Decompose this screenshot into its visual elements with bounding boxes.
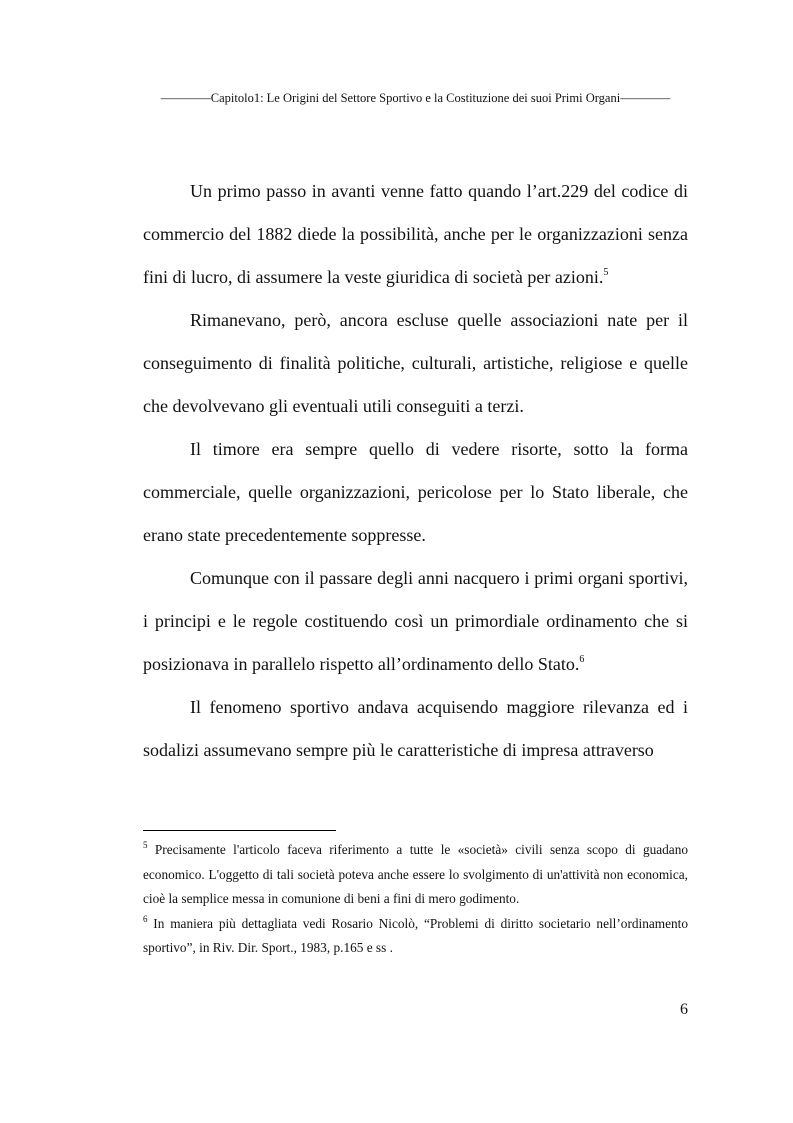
footnote [143,838,688,912]
footnote-separator [143,830,336,831]
footnote-number: 6 [143,913,148,924]
footnote-reference[interactable]: 5 [603,267,609,278]
running-header: ————Capitolo1: Le Origini del Settore Sportivo e la Costituzione dei suoi Primi Organi———— [160,91,671,105]
paragraph [143,170,688,299]
paragraph [143,557,688,686]
paragraph-text: Il timore era sempre quello di vedere risorte, sotto la forma commerciale, quelle organizzazioni, pericolose per lo Stato liberale, che erano state precedentemente soppresse. [143,439,688,545]
footnotes [143,838,688,961]
paragraph-text: Comunque con il passare degli anni nacquero i primi organi sportivi, i principi e le regole costituendo così un primordiale ordinamento che si posizionava in parallelo rispetto all’ordinamento dello Stato. [143,568,688,674]
paragraph [143,686,688,772]
paragraph [143,428,688,557]
footnote [143,912,688,961]
footnote-reference[interactable]: 6 [579,654,585,665]
page-number: 6 [680,1001,688,1018]
paragraph-text: Il fenomeno sportivo andava acquisendo maggiore rilevanza ed i sodalizi assumevano sempre più le caratteristiche di impresa attraverso [143,697,688,760]
footnote-number: 5 [143,840,148,850]
body-text [143,170,688,772]
paragraph-text: Un primo passo in avanti venne fatto quando l’art.229 del codice di commercio del 1882 diede la possibilità, anche per le organizzazioni senza fini di lucro, di assumere la veste giuridica di società per azioni. [143,181,688,287]
paragraph [143,299,688,428]
paragraph-text: Rimanevano, però, ancora escluse quelle associazioni nate per il conseguimento di finalità politiche, culturali, artistiche, religiose e quelle che devolvevano gli eventuali utili conseguiti a terzi. [143,310,688,416]
footnote-text: Precisamente l'articolo faceva riferimento a tutte le «società» civili senza scopo di guadano economico. L'oggetto di tali società poteva anche essere lo svolgimento di un'attività non economica, cioè la semplice messa in comunione di beni a fini di mero godimento. [143,842,688,906]
footnote-text: In maniera più dettagliata vedi Rosario Nicolò, “Problemi di diritto societario nell’ordinamento sportivo”, in Riv. Dir. Sport., 1983, p.165 e ss . [143,915,688,955]
